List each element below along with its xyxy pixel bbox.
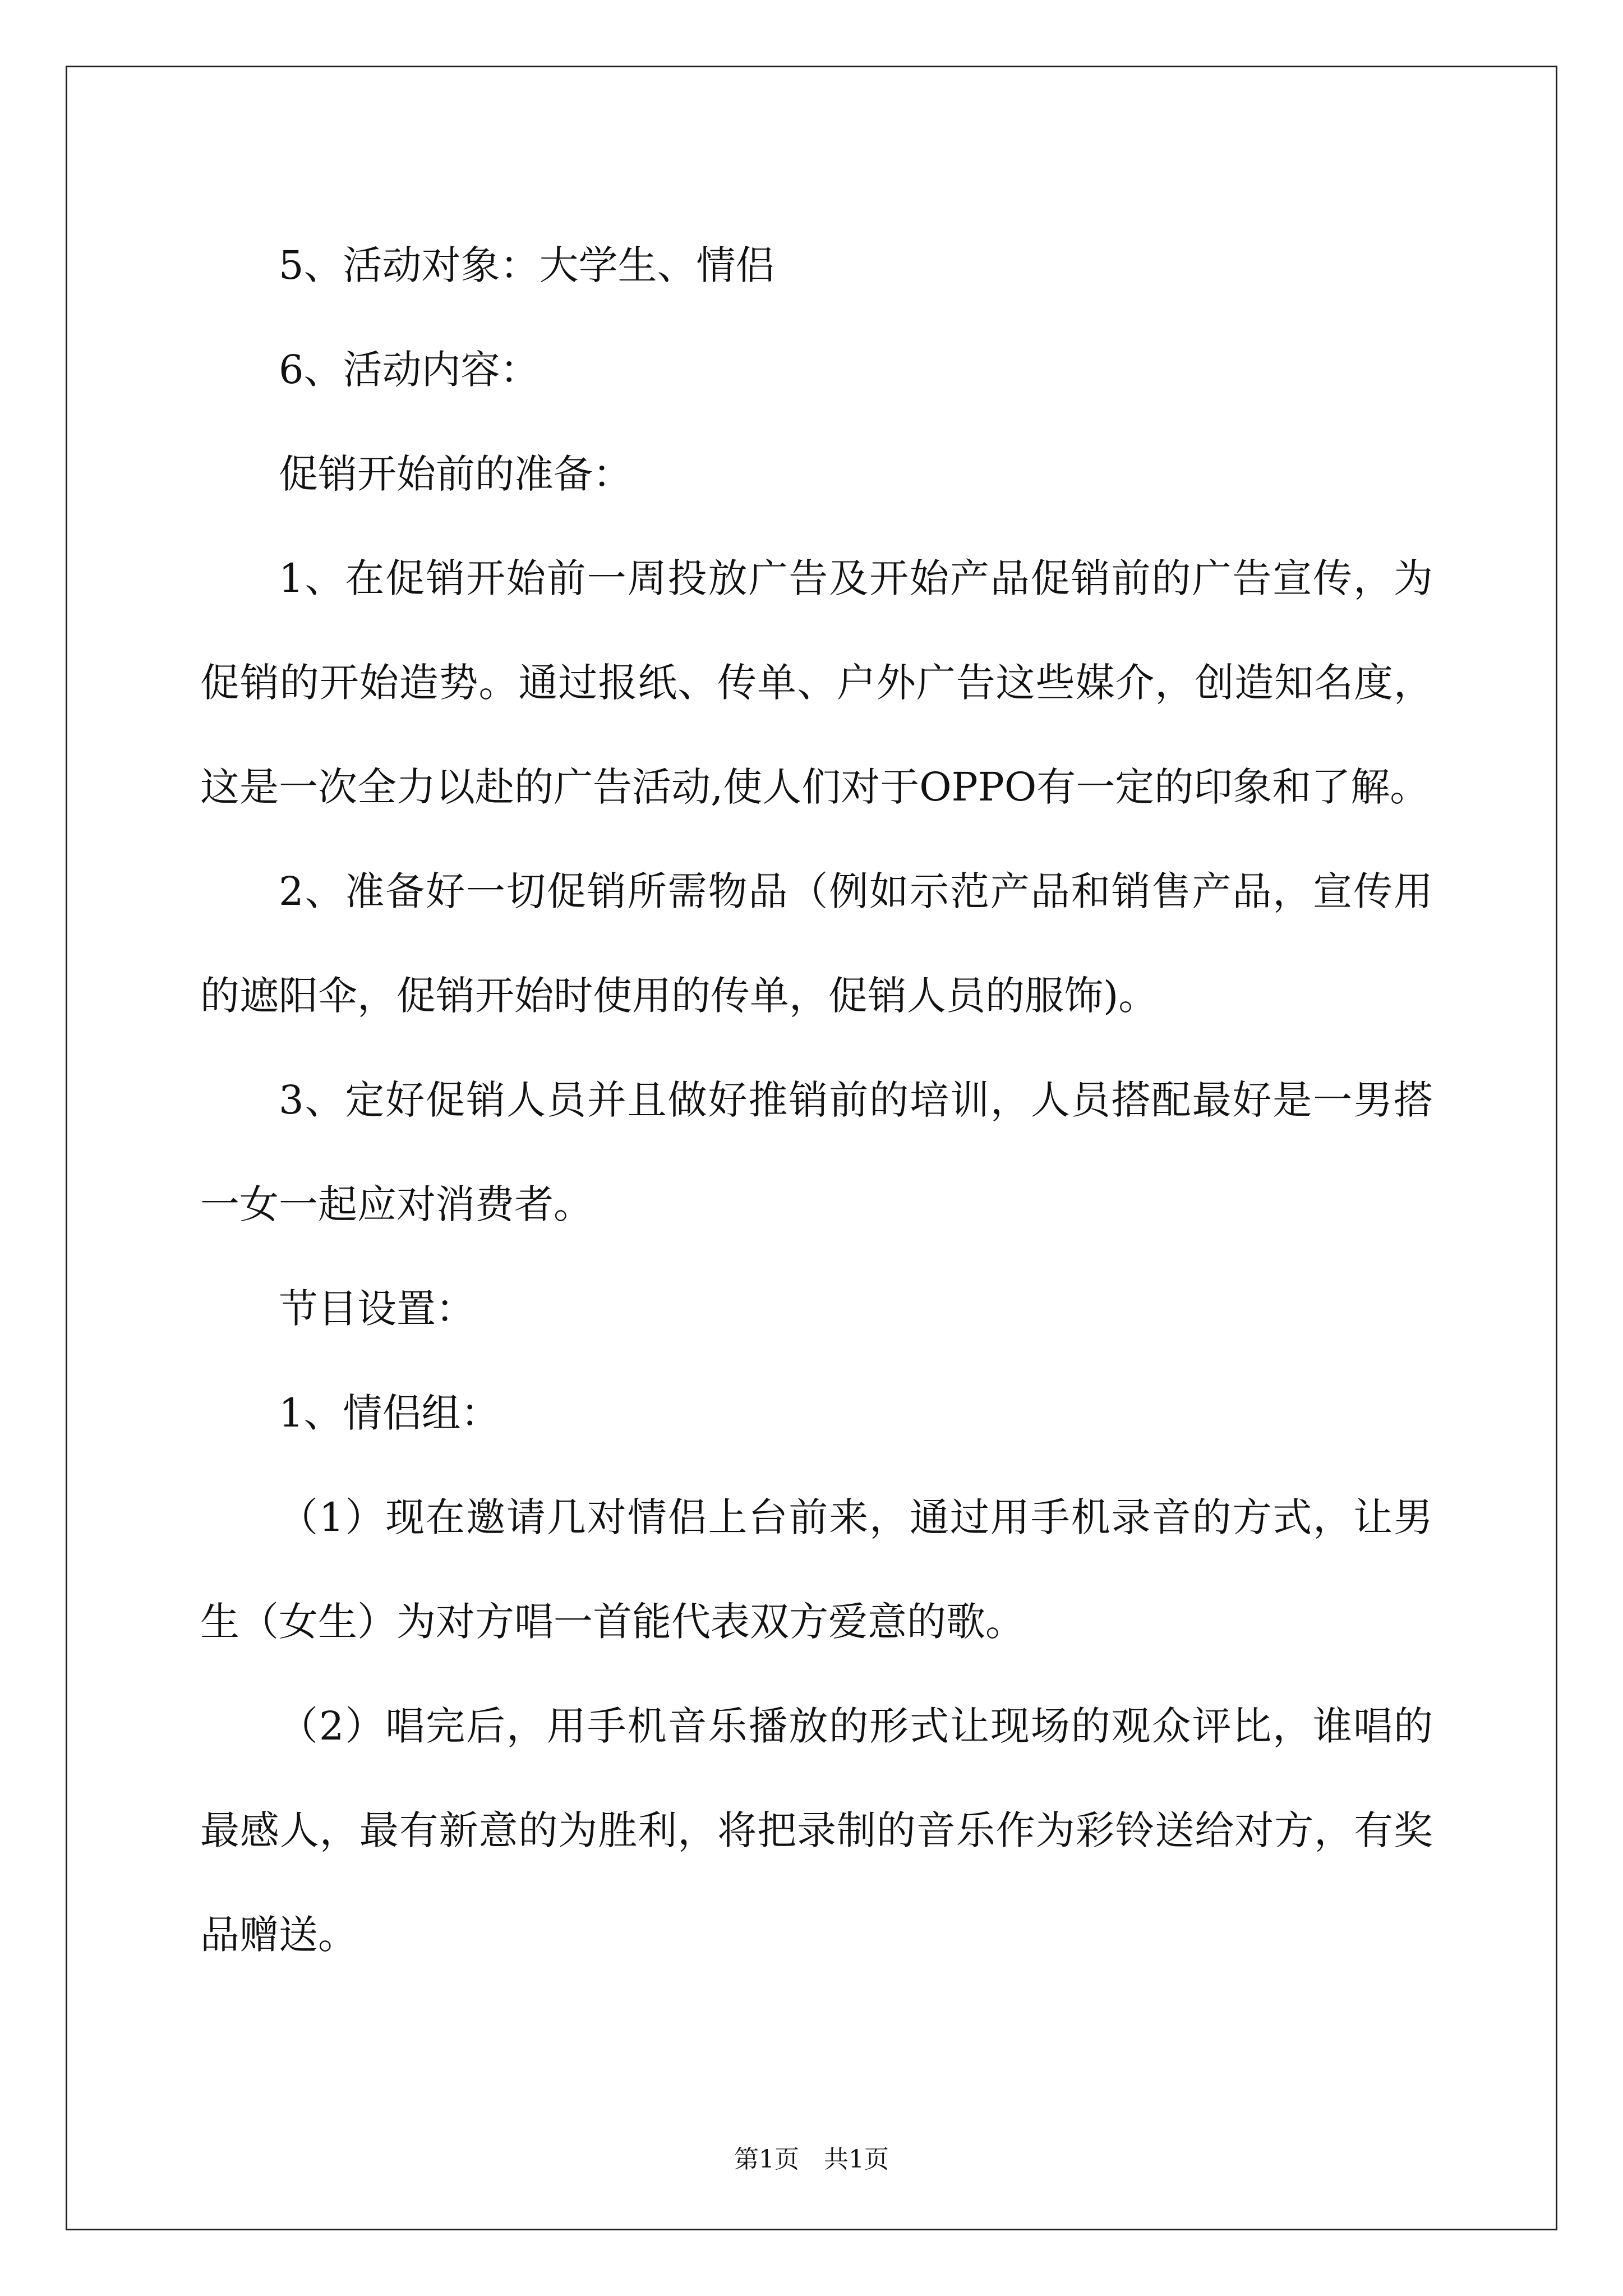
paragraph-couple-step-2: （2）唱完后，用手机音乐播放的形式让现场的观众评比，谁唱的最感人，最有新意的为胜利，将把录制的音乐作为彩铃送给对方，有奖品赠送。 — [200, 1703, 1433, 1958]
paragraph-couple-group-heading: 1、情侣组： — [279, 1390, 500, 1436]
paragraph-activity-content-heading: 6、活动内容： — [279, 347, 540, 393]
page-number-footer: 第1页 共1页 — [734, 2145, 889, 2174]
paragraph-preparation-item-3: 3、定好促销人员并且做好推销前的培训，人员搭配最好是一男搭一女一起应对消费者。 — [200, 1077, 1433, 1227]
paragraph-preparation-item-1: 1、在促销开始前一周投放广告及开始产品促销前的广告宣传，为促销的开始造势。通过报纸、传单、户外广告这些媒介，创造知名度，这是一次全力以赴的广告活动,使人们对于OPPO有一定的印象和了解。 — [200, 555, 1433, 810]
paragraph-preparation-item-2: 2、准备好一切促销所需物品（例如示范产品和销售产品，宣传用的遮阳伞，促销开始时使用的传单，促销人员的服饰)。 — [200, 868, 1433, 1019]
paragraph-couple-step-1: （1）现在邀请几对情侣上台前来，通过用手机录音的方式，让男生（女生）为对方唱一首能代表双方爱意的歌。 — [200, 1494, 1433, 1645]
document-body — [200, 213, 1433, 1987]
paragraph-program-heading: 节目设置： — [279, 1286, 475, 1332]
paragraph-preparation-heading: 促销开始前的准备： — [279, 451, 632, 497]
paragraph-target-audience: 5、活动对象：大学生、情侣 — [279, 242, 775, 288]
